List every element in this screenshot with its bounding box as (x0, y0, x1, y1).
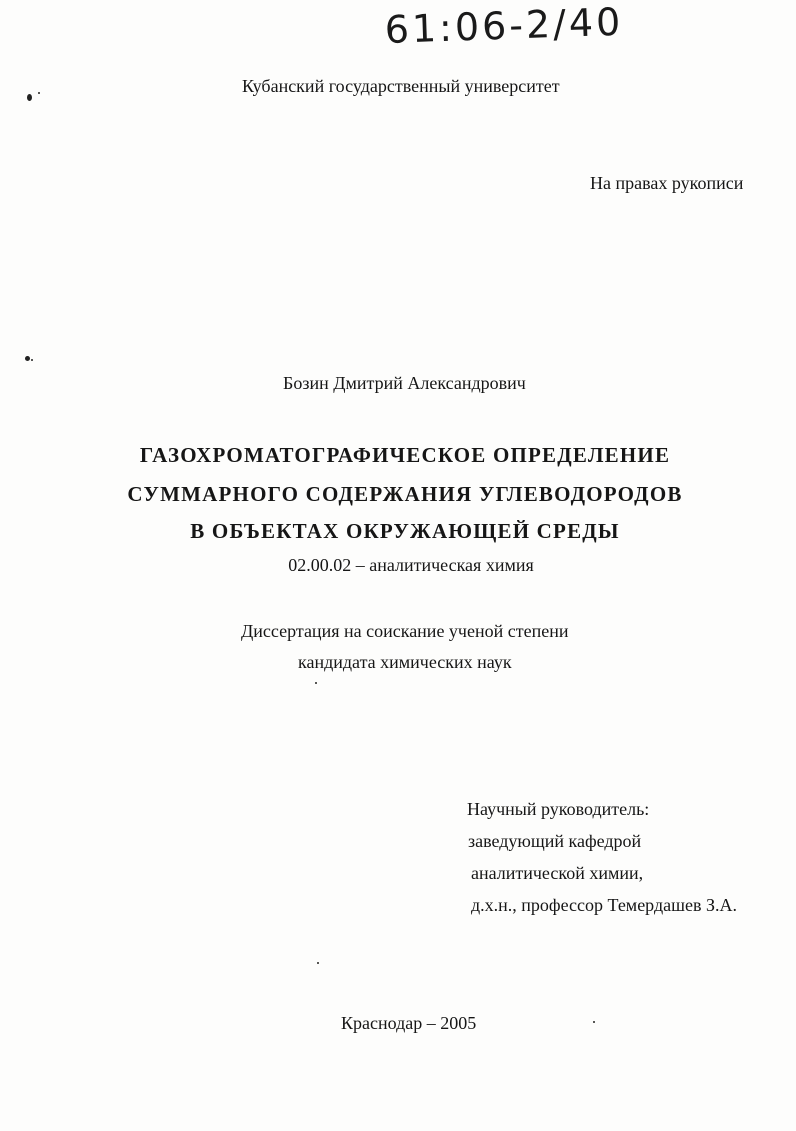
specialty: 02.00.02 – аналитическая химия (288, 555, 534, 575)
scan-speck (25, 356, 30, 361)
title-line-2: СУММАРНОГО СОДЕРЖАНИЯ УГЛЕВОДОРОДОВ (127, 482, 683, 506)
title-line-1: ГАЗОХРОМАТОГРАФИЧЕСКОЕ ОПРЕДЕЛЕНИЕ (139, 443, 671, 467)
university-name: Кубанский государственный университет (242, 76, 560, 96)
archive-code: 61:06-2/40 (384, 0, 624, 52)
scan-speck (27, 94, 32, 101)
scan-speck (593, 1021, 595, 1023)
rights-note: На правах рукописи (590, 173, 744, 193)
title-line-3: В ОБЪЕКТАХ ОКРУЖАЮЩЕЙ СРЕДЫ (190, 519, 620, 543)
supervisor-line-3: д.х.н., профессор Темердашев З.А. (471, 895, 737, 915)
scan-speck (31, 359, 33, 361)
supervisor-label: Научный руководитель: (467, 799, 650, 819)
degree-line-1: Диссертация на соискание ученой степени (241, 621, 569, 641)
scan-speck (315, 682, 317, 684)
scan-speck (317, 962, 319, 964)
supervisor-line-1: заведующий кафедрой (468, 831, 642, 851)
city-year: Краснодар – 2005 (341, 1013, 477, 1033)
scan-speck (38, 92, 40, 94)
degree-line-2: кандидата химических наук (298, 652, 512, 672)
supervisor-line-2: аналитической химии, (471, 863, 644, 883)
author-name: Бозин Дмитрий Александрович (283, 373, 526, 393)
